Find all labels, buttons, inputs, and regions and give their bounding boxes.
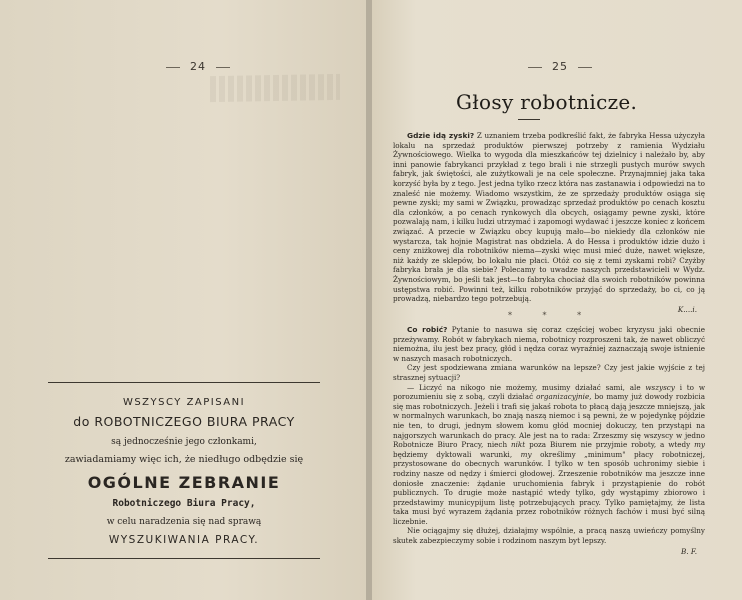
dash-ornament: [216, 67, 230, 68]
article-gdzie-ida-zyski: [393, 131, 705, 314]
article-signature: B. F.: [680, 546, 697, 556]
notice-line-6: Robotniczego Biura Pracy,: [112, 497, 256, 509]
notice-line-4: zawiadamiamy więc ich, że niedługo odbędzie się: [64, 454, 304, 466]
meeting-notice: [48, 382, 320, 559]
article-heading: Gdzie idą zyski?: [407, 131, 475, 140]
notice-line-1: WSZYSCY ZAPISANI: [122, 397, 246, 408]
article-paragraph: Nie ociągajmy się dłużej, działajmy wspólnie, a pracą naszą uwieńczy pomyślny skutek zabezpieczymy sobie i rodzinom naszym byt lepszy.: [393, 526, 705, 546]
article-body: Z uznaniem trzeba podkreślić fakt, że fabryka Hessa użyczyła lokalu na sprzedaż produktów pierwszej potrzeby z ramienia Wydziału Żywnościowego. Wielka to wygoda dla mieszkańców tej dzielnicy i należało by, aby inni panowie fabrykanci przykład z tego brali i nie strzegli pustych murów swych fabryk, jak świętości, ale zużytkowali je na cele społeczne. Przynajmniej jaka taka korzyść była by z tego. Jest jedna tylko rzecz która nas zastanawia i odpowiedzi na to znaleść nie możemy. Wiadomo wszystkim, że ze sprzedaży produktów osiąga się pewne zyski; my sami w Związku, prowadząc sprzedaż produktów po cenach kosztu dla członków, a po cenach rynkowych dla obcych, osiągamy pewne zyski, które pozwalają nam, i kilku ludzi utrzymać i zapomogi wydawać i jeszcze koniec z końcem związać. A przecie w Związku obcy kupują mało—bo niekiedy dla członków nie wystarcza, tak hojnie Magistrat nas obdziela. A do Hessa i produktów idzie dużo i ceny zniżkowej dla robotników niema—zyski więc musi mieć duże, nawet większe, niż każdy ze sklepów, bo lokalu nie płaci. Otóż co się z temi zyskami robi? Czyżby fabryka brała je dla siebie? Polecamy to uwadze naszych przedstawicieli w Wydz. Żywnościowym, bo jeśli tak jest—to fabryka chociaż dla swoich robotników powinna ustępstwa robić. Powinni też, kilku robotników przyjąć do sprzedaży, bo ci, co ją prowadzą, niebardzo tego potrzebują.: [393, 131, 705, 304]
article-paragraph: Czy jest spodziewana zmiana warunków na lepsze? Czy jest jakie wyjście z tej strasznej sytuacji?: [393, 363, 705, 382]
dash-ornament: [578, 67, 592, 68]
article-heading: Co robić?: [407, 325, 448, 334]
page-number-left: 24: [156, 60, 240, 73]
dash-ornament: [166, 67, 180, 68]
section-separator: * * *: [508, 311, 596, 320]
article-paragraph: — Liczyć na nikogo nie możemy, musimy działać sami, ale wszyscy i to w porozumieniu się z sobą, czyli działać organizacyjnie, bo mamy już dowody rozbicia się mas robotniczych. Jeżeli i trafi się jakaś robota to płacą dają jeszcze mniejszą, jak w normalnych warunkach, bo znają naszą niemoc i są pewni, że w pojedynkę pójdzie nie ten, to drugi, jednym słowem komu głód mocniej dokuczy, ten przystąpi na najgorszych warunkach do pracy. Ale jest na to rada: Zrzeszmy się wszyscy w jedno Robotnicze Biuro Pracy, niech nikt poza Biurem nie przyjmie roboty, a wtedy my będziemy dyktowali warunki, my określimy „minimum" płacy robotniczej, przystosowane do obecnych warunków. I tylko w ten sposób uchronimy siebie i rodziny nasze od nędzy i śmierci głodowej. Zrzeszenie robotników ma jeszcze inne doniosłe znaczenie: żądanie uruchomienia fabryk i przystąpienie do robót publicznych. To drugie może nastąpić wtedy tylko, gdy wystąpimy zbiorowo i przedstawimy municypijum listę potrzebujących pracy. Tylko pamiętajmy, że lista taka musi być wyrazem żądania przez robotników różnych fachów i musi być silną liczebnie.: [393, 382, 705, 526]
page-number-right: 25: [518, 60, 602, 73]
page-title: Głosy robotnicze.: [456, 90, 638, 114]
notice-line-2: do ROBOTNICZEGO BIURA PRACY: [73, 413, 295, 429]
bleed-through-text: [210, 74, 340, 102]
notice-line-3: są jednocześnie jego członkami,: [111, 436, 257, 447]
left-page: [0, 0, 368, 600]
dash-ornament: [528, 67, 542, 68]
article-co-robic: [393, 325, 705, 556]
title-rule: [518, 119, 540, 120]
notice-line-8: WYSZUKIWANIA PRACY.: [108, 533, 260, 546]
notice-line-7: w celu naradzenia się nad sprawą: [106, 517, 262, 528]
article-signature: K....i.: [677, 304, 697, 314]
notice-headline: OGÓLNE ZEBRANIE: [87, 473, 281, 493]
article-paragraph: Pytanie to nasuwa się coraz częściej wobec kryzysu jaki obecnie przeżywamy. Robót w fabrykach niema, robotnicy rozproszeni tak, że nawet obliczyć niemożna, ilu jest bez pracy, głód i nędza coraz wyraźniej zaznaczają swoje istnienie w naszych masach robotniczych.: [393, 325, 705, 363]
